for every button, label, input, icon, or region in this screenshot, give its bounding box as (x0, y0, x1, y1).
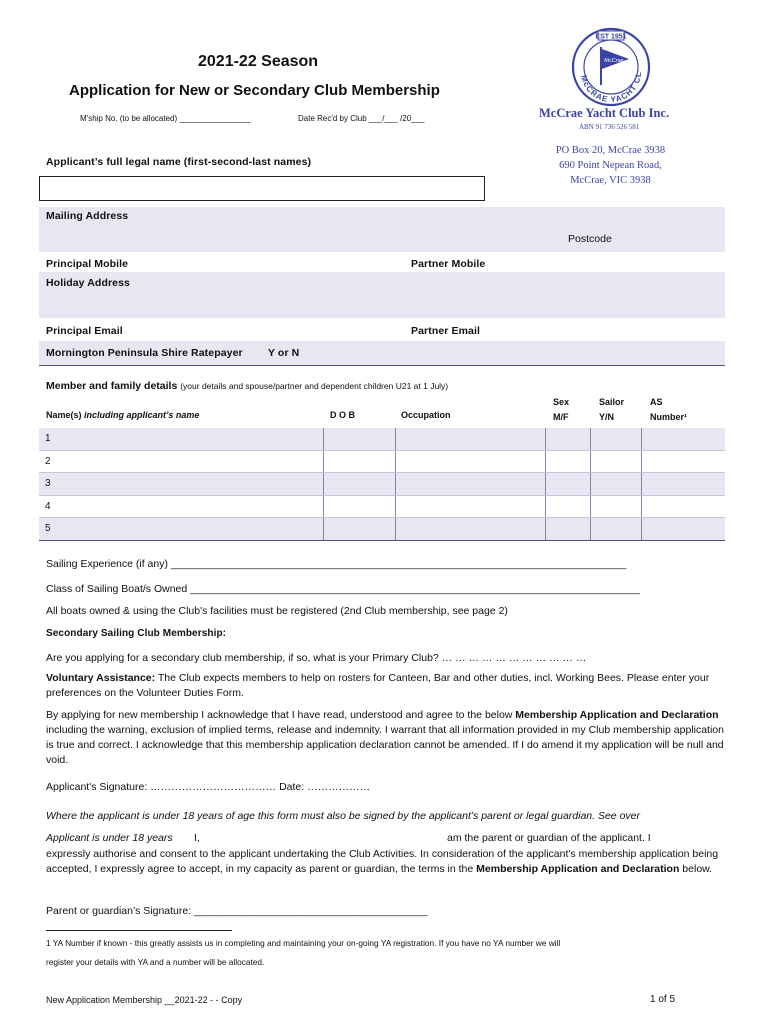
season-title: 2021-22 Season (198, 53, 319, 70)
mailing-address-label: Mailing Address (46, 210, 129, 222)
as-number-cell[interactable] (641, 450, 725, 473)
occupation-cell[interactable] (395, 450, 545, 473)
occupation-cell[interactable] (395, 518, 545, 541)
club-name: McCrae Yacht Club Inc. (539, 106, 670, 120)
club-address (547, 143, 674, 188)
ratepayer-label: Mornington Peninsula Shire Ratepayer (46, 347, 243, 359)
footnote-line-1: 1 YA Number if known - this greatly assists us in completing and maintaining your on-going YA registration. If you have no YA number we will (46, 938, 561, 948)
occupation-cell[interactable] (395, 428, 545, 450)
sex-cell[interactable] (545, 518, 590, 541)
primary-club-question[interactable]: Are you applying for a secondary club membership, if so, what is your Primary Club? … … … … … … … … … … … (46, 652, 587, 664)
col-name-note: including applicant’s name (84, 410, 200, 420)
row-number: 5 (39, 518, 323, 541)
table-row[interactable] (39, 473, 725, 496)
footnote-line-2: register your details with YA and a number will be allocated. (46, 957, 265, 967)
guardian-consent-paragraph (46, 847, 731, 877)
club-logo (571, 27, 651, 107)
voluntary-assistance-paragraph (46, 671, 726, 701)
full-name-box (39, 176, 485, 201)
guardian-text: expressly authorise and consent to the applicant undertaking the Club Activities. In consideration of the applicant's membership application being accepted, I expressly agree to accept, in my capacity as parent or guardian, the terms in the (46, 848, 719, 875)
col-occupation-header: Occupation (401, 410, 451, 420)
dob-cell[interactable] (323, 428, 395, 450)
sailor-cell[interactable] (590, 473, 641, 496)
members-heading (46, 380, 448, 392)
full-name-label: Applicant’s full legal name (first-second-last names) (46, 156, 312, 168)
voluntary-assistance-text: The Club expects members to help on rosters for Canteen, Bar and other duties, incl. Working Bees. Please enter your preferences on the Volunteer Duties Form. (46, 672, 710, 699)
principal-email-label: Principal Email (46, 325, 123, 337)
col-sailor-header (599, 395, 624, 425)
sex-cell[interactable] (545, 450, 590, 473)
col-sex-header (553, 395, 569, 425)
sex-cell[interactable] (545, 428, 590, 450)
occupation-cell[interactable] (395, 495, 545, 518)
holiday-address-section[interactable] (39, 272, 725, 318)
guardian-signature-line[interactable]: Parent or guardian’s Signature: ________________________________________ (46, 905, 428, 917)
row-number: 1 (39, 428, 323, 450)
sailor-cell[interactable] (590, 495, 641, 518)
col-as-line1: AS (650, 397, 663, 407)
mailing-address-section[interactable] (39, 207, 725, 252)
club-address-line: McCrae, VIC 3938 (570, 175, 651, 186)
table-row[interactable] (39, 495, 725, 518)
col-sailor-line2: Y/N (599, 412, 615, 422)
principal-mobile-label: Principal Mobile (46, 258, 129, 270)
declaration-text-1: By applying for new membership I acknowledge that I have read, understood and agree to the below (46, 709, 516, 721)
club-abn: ABN 91 736 526 581 (579, 123, 640, 131)
guardian-am: am the parent or guardian of the applicant. I (447, 832, 651, 844)
date-received-field: Date Rec'd by Club ___/___ /20___ (298, 114, 425, 123)
members-heading-title: Member and family details (46, 380, 178, 392)
boats-registered-note: All boats owned & using the Club's facilities must be registered (2nd Club membership, see page 2) (46, 605, 508, 617)
postcode-label: Postcode (568, 233, 612, 245)
partner-email-label: Partner Email (411, 325, 480, 337)
col-name-header (46, 410, 199, 420)
footer-document-name: New Application Membership __2021-22 - - Copy (46, 995, 243, 1005)
member-details-table (39, 428, 725, 541)
col-sex-line2: M/F (553, 412, 569, 422)
as-number-cell[interactable] (641, 495, 725, 518)
holiday-address-label: Holiday Address (46, 277, 130, 289)
table-row[interactable] (39, 428, 725, 450)
col-dob-header: D O B (330, 410, 356, 420)
as-number-cell[interactable] (641, 473, 725, 496)
footer-page-number: 1 of 5 (650, 994, 676, 1005)
logo-est-text: EST 1951 (595, 33, 627, 41)
as-number-cell[interactable] (641, 518, 725, 541)
col-as-header (650, 395, 687, 425)
table-row[interactable] (39, 518, 725, 541)
as-number-cell[interactable] (641, 428, 725, 450)
boat-class-field[interactable]: Class of Sailing Boat/s Owned _____________________________________________________________________________ (46, 583, 640, 595)
guardian-end: below. (679, 863, 713, 875)
applicant-signature-line[interactable]: Applicant's Signature: ……………………………… Date: ……………… (46, 781, 371, 793)
col-sex-line1: Sex (553, 397, 570, 407)
sex-cell[interactable] (545, 473, 590, 496)
guardian-i: I, (194, 832, 200, 844)
footnote-separator (46, 930, 232, 931)
dob-cell[interactable] (323, 495, 395, 518)
row-number: 4 (39, 495, 323, 518)
members-heading-note: (your details and spouse/partner and dependent children U21 at 1 July) (180, 381, 449, 391)
dob-cell[interactable] (323, 473, 395, 496)
dob-cell[interactable] (323, 450, 395, 473)
col-sailor-line1: Sailor (599, 397, 625, 407)
table-row[interactable] (39, 450, 725, 473)
full-name-input[interactable] (44, 182, 484, 196)
partner-mobile-label: Partner Mobile (411, 258, 486, 270)
row-number: 2 (39, 450, 323, 473)
voluntary-assistance-label: Voluntary Assistance: (46, 672, 156, 684)
declaration-bold: Membership Application and Declaration (515, 709, 719, 721)
membership-number-field: M'ship No. (to be allocated) ________________ (80, 114, 251, 123)
club-address-line: 690 Point Nepean Road, (559, 160, 662, 171)
dob-cell[interactable] (323, 518, 395, 541)
sex-cell[interactable] (545, 495, 590, 518)
guardian-bold: Membership Application and Declaration (476, 863, 680, 875)
sailing-experience-field[interactable]: Sailing Experience (if any) ______________________________________________________________________________ (46, 558, 627, 570)
declaration-paragraph (46, 708, 726, 768)
club-address-line: PO Box 20, McCrae 3938 (555, 145, 666, 156)
sailor-cell[interactable] (590, 450, 641, 473)
logo-flag-text: McCrae (604, 58, 624, 64)
guardian-intro: Applicant is under 18 years (46, 832, 173, 844)
secondary-membership-heading: Secondary Sailing Club Membership: (46, 628, 227, 639)
col-as-line2: Number¹ (650, 412, 688, 422)
logo-ring-text: McCRAE YACHT CL (579, 70, 644, 105)
under-18-note: Where the applicant is under 18 years of age this form must also be signed by the applicant’s parent or legal guardian. See over (46, 810, 640, 822)
ratepayer-yes-no[interactable]: Y or N (268, 347, 300, 359)
section-divider (39, 365, 725, 366)
occupation-cell[interactable] (395, 473, 545, 496)
declaration-text-2: including the warning, exclusion of implied terms, release and indemnity. I warrant that all information provided in my Club membership application is true and correct. I acknowledge that this membership application declaration cannot be amended. If I do amend it my application will be null and void. (46, 724, 724, 766)
sailor-cell[interactable] (590, 518, 641, 541)
sailor-cell[interactable] (590, 428, 641, 450)
form-title: Application for New or Secondary Club Membership (69, 82, 440, 99)
row-number: 3 (39, 473, 323, 496)
col-name-label: Name(s) (46, 410, 82, 420)
